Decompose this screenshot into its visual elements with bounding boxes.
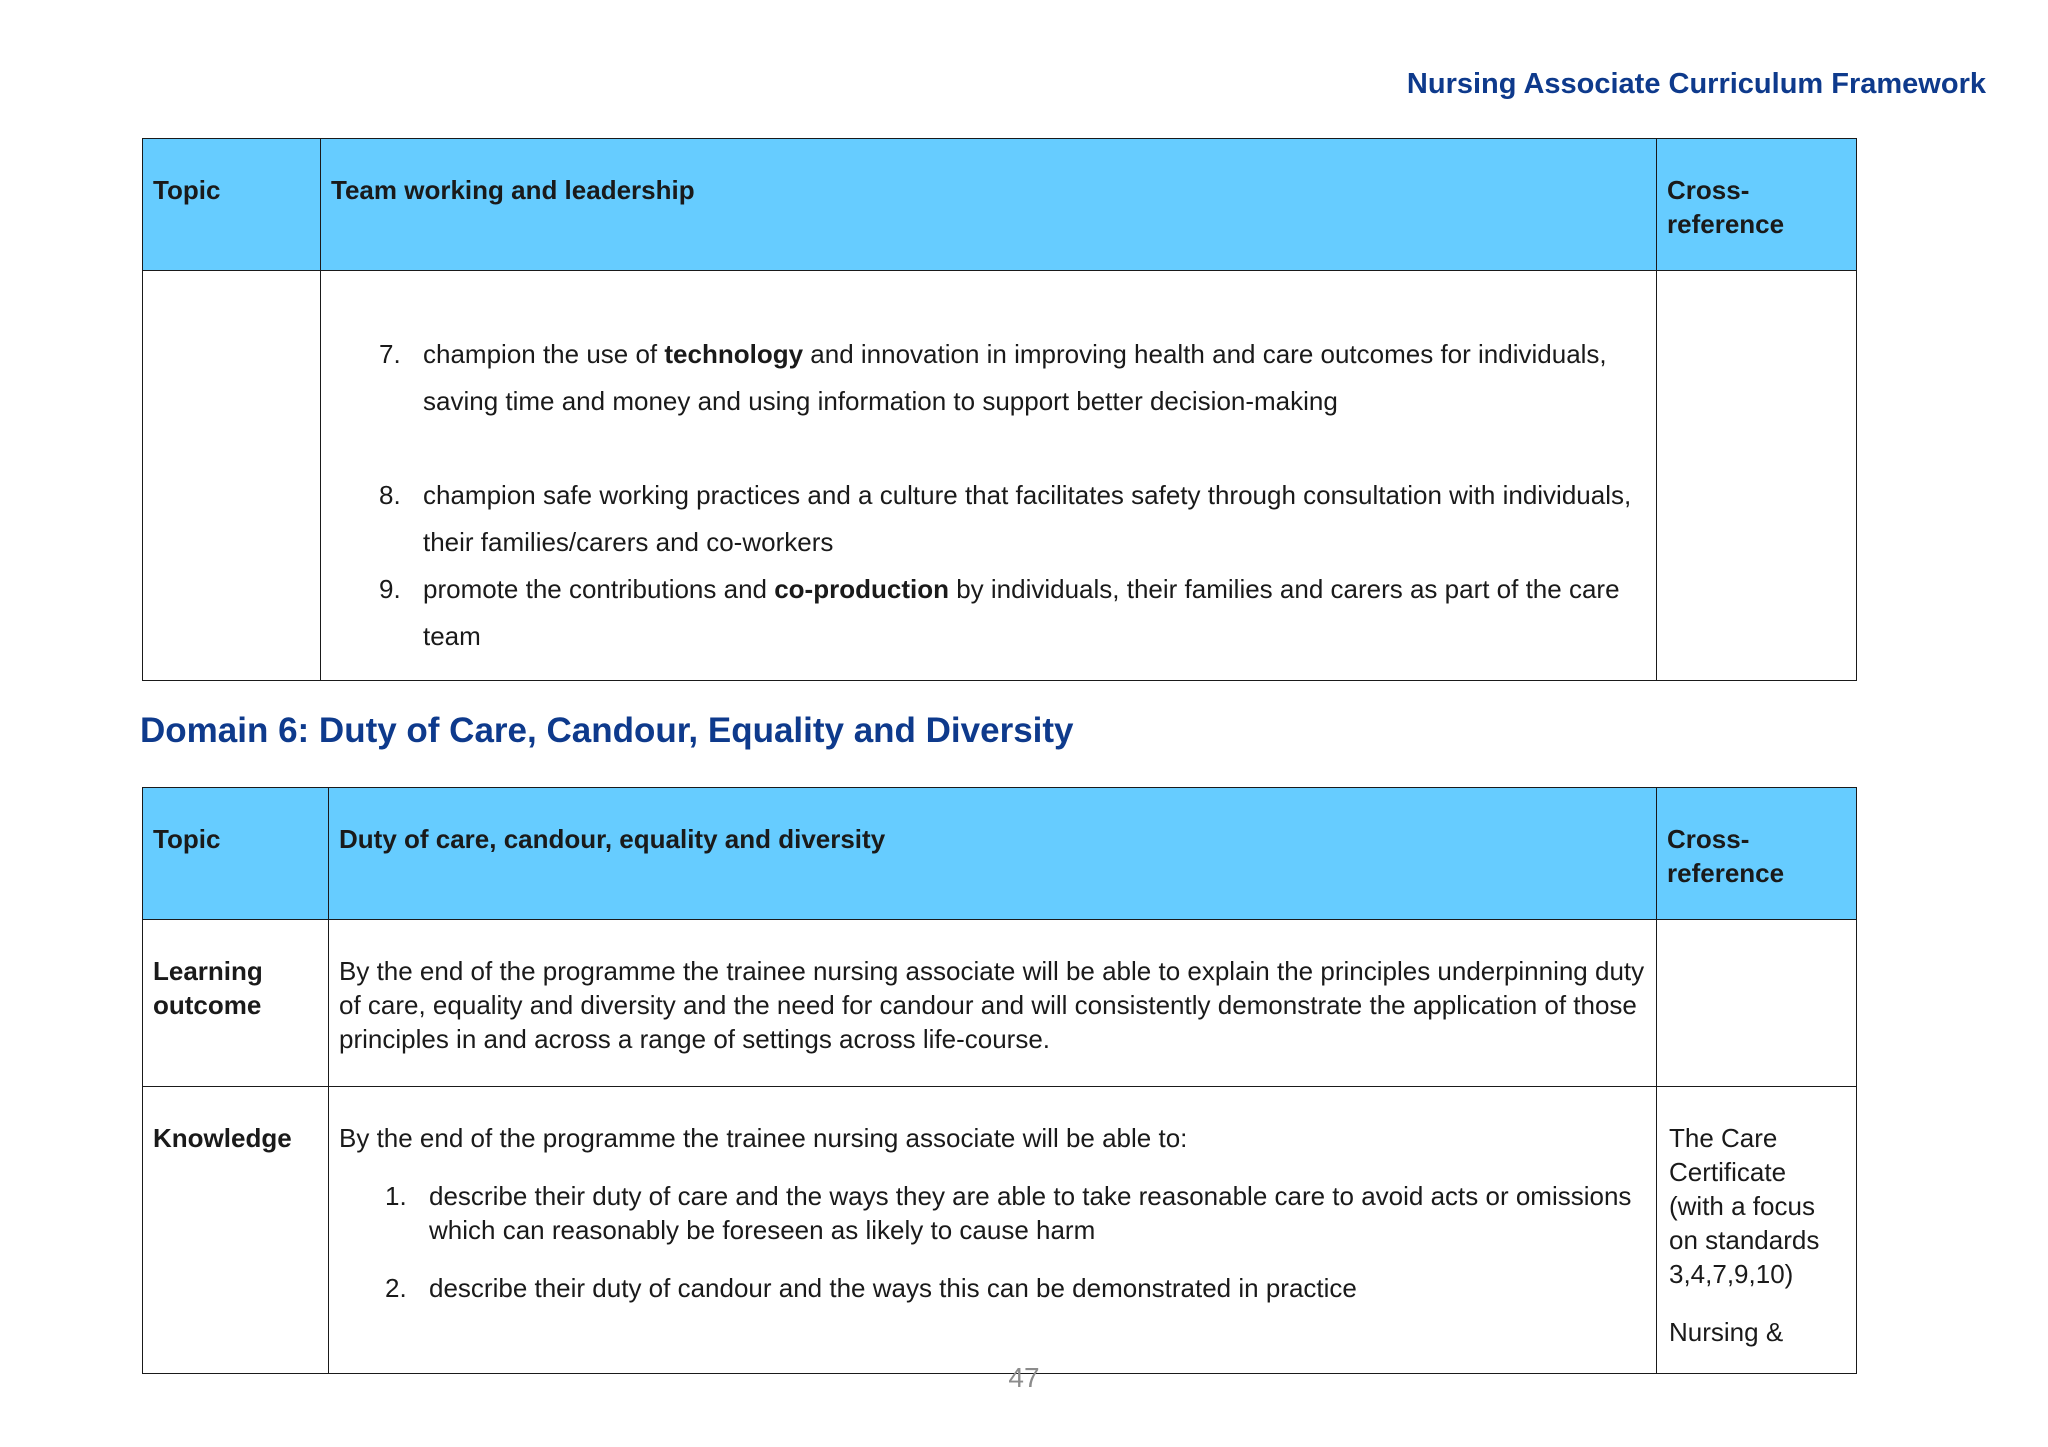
list-item-text: promote the contributions and co-production by individuals, their families and carers as part of the care team xyxy=(423,574,1620,651)
list-item xyxy=(379,566,1646,660)
list-item xyxy=(385,1179,1646,1247)
list-item-number: 1. xyxy=(385,1181,407,1211)
table-header-row xyxy=(143,788,1857,920)
column-header-topic-title: Duty of care, candour, equality and diversity xyxy=(329,788,1657,920)
running-header: Nursing Associate Curriculum Framework xyxy=(1406,68,1986,100)
knowledge-cell xyxy=(329,1087,1657,1374)
list-item-number: 2. xyxy=(385,1273,407,1303)
team-working-table xyxy=(142,138,1857,681)
duty-of-care-table xyxy=(142,787,1857,1374)
learning-outcome-label: Learning outcome xyxy=(143,920,329,1087)
table-row xyxy=(143,271,1857,681)
outcomes-cell xyxy=(321,271,1657,681)
numbered-list xyxy=(331,331,1646,660)
numbered-list xyxy=(339,1179,1646,1305)
list-item-text: describe their duty of candour and the ways this can be demonstrated in practice xyxy=(429,1273,1357,1303)
list-item-text: champion the use of technology and innovation in improving health and care outcomes for individuals, saving time and money and using information to support better decision-making xyxy=(423,339,1607,416)
domain-heading: Domain 6: Duty of Care, Candour, Equality and Diversity xyxy=(140,711,1074,750)
column-header-cross-reference: Cross-reference xyxy=(1657,788,1857,920)
learning-outcome-text: By the end of the programme the trainee nursing associate will be able to explain the principles underpinning duty of care, equality and diversity and the need for candour and will consistently demonstrate the application of those principles in and across a range of settings across life-course. xyxy=(329,920,1657,1087)
table-header-row xyxy=(143,139,1857,271)
column-header-cross-reference: Cross-reference xyxy=(1657,139,1857,271)
knowledge-intro: By the end of the programme the trainee nursing associate will be able to: xyxy=(339,1123,1188,1153)
cross-reference-cell-empty xyxy=(1657,920,1857,1087)
cross-reference-cell xyxy=(1657,1087,1857,1374)
list-item xyxy=(379,472,1646,566)
list-item-number: 7. xyxy=(379,339,401,369)
column-header-topic: Topic xyxy=(143,139,321,271)
list-item xyxy=(385,1271,1646,1305)
page-number: 47 xyxy=(1008,1362,1040,1393)
list-item-text: champion safe working practices and a culture that facilitates safety through consultation with individuals, their families/carers and co-workers xyxy=(423,480,1632,557)
cross-reference-entry: Nursing & xyxy=(1669,1317,1784,1347)
cross-reference-cell-empty xyxy=(1657,271,1857,681)
table-row xyxy=(143,1087,1857,1374)
topic-cell-empty xyxy=(143,271,321,681)
list-item-number: 9. xyxy=(379,574,401,604)
list-item-number: 8. xyxy=(379,480,401,510)
column-header-topic-title: Team working and leadership xyxy=(321,139,1657,271)
emphasis-term: technology xyxy=(664,339,804,369)
list-item-text: describe their duty of care and the ways they are able to take reasonable care to avoid acts or omissions which can reasonably be foreseen as likely to cause harm xyxy=(429,1181,1632,1245)
emphasis-term: co-production xyxy=(774,574,949,604)
column-header-topic: Topic xyxy=(143,788,329,920)
table-row xyxy=(143,920,1857,1087)
list-item xyxy=(379,331,1646,425)
knowledge-label: Knowledge xyxy=(143,1087,329,1374)
cross-reference-entry: The Care Certificate (with a focus on standards 3,4,7,9,10) xyxy=(1669,1123,1820,1289)
